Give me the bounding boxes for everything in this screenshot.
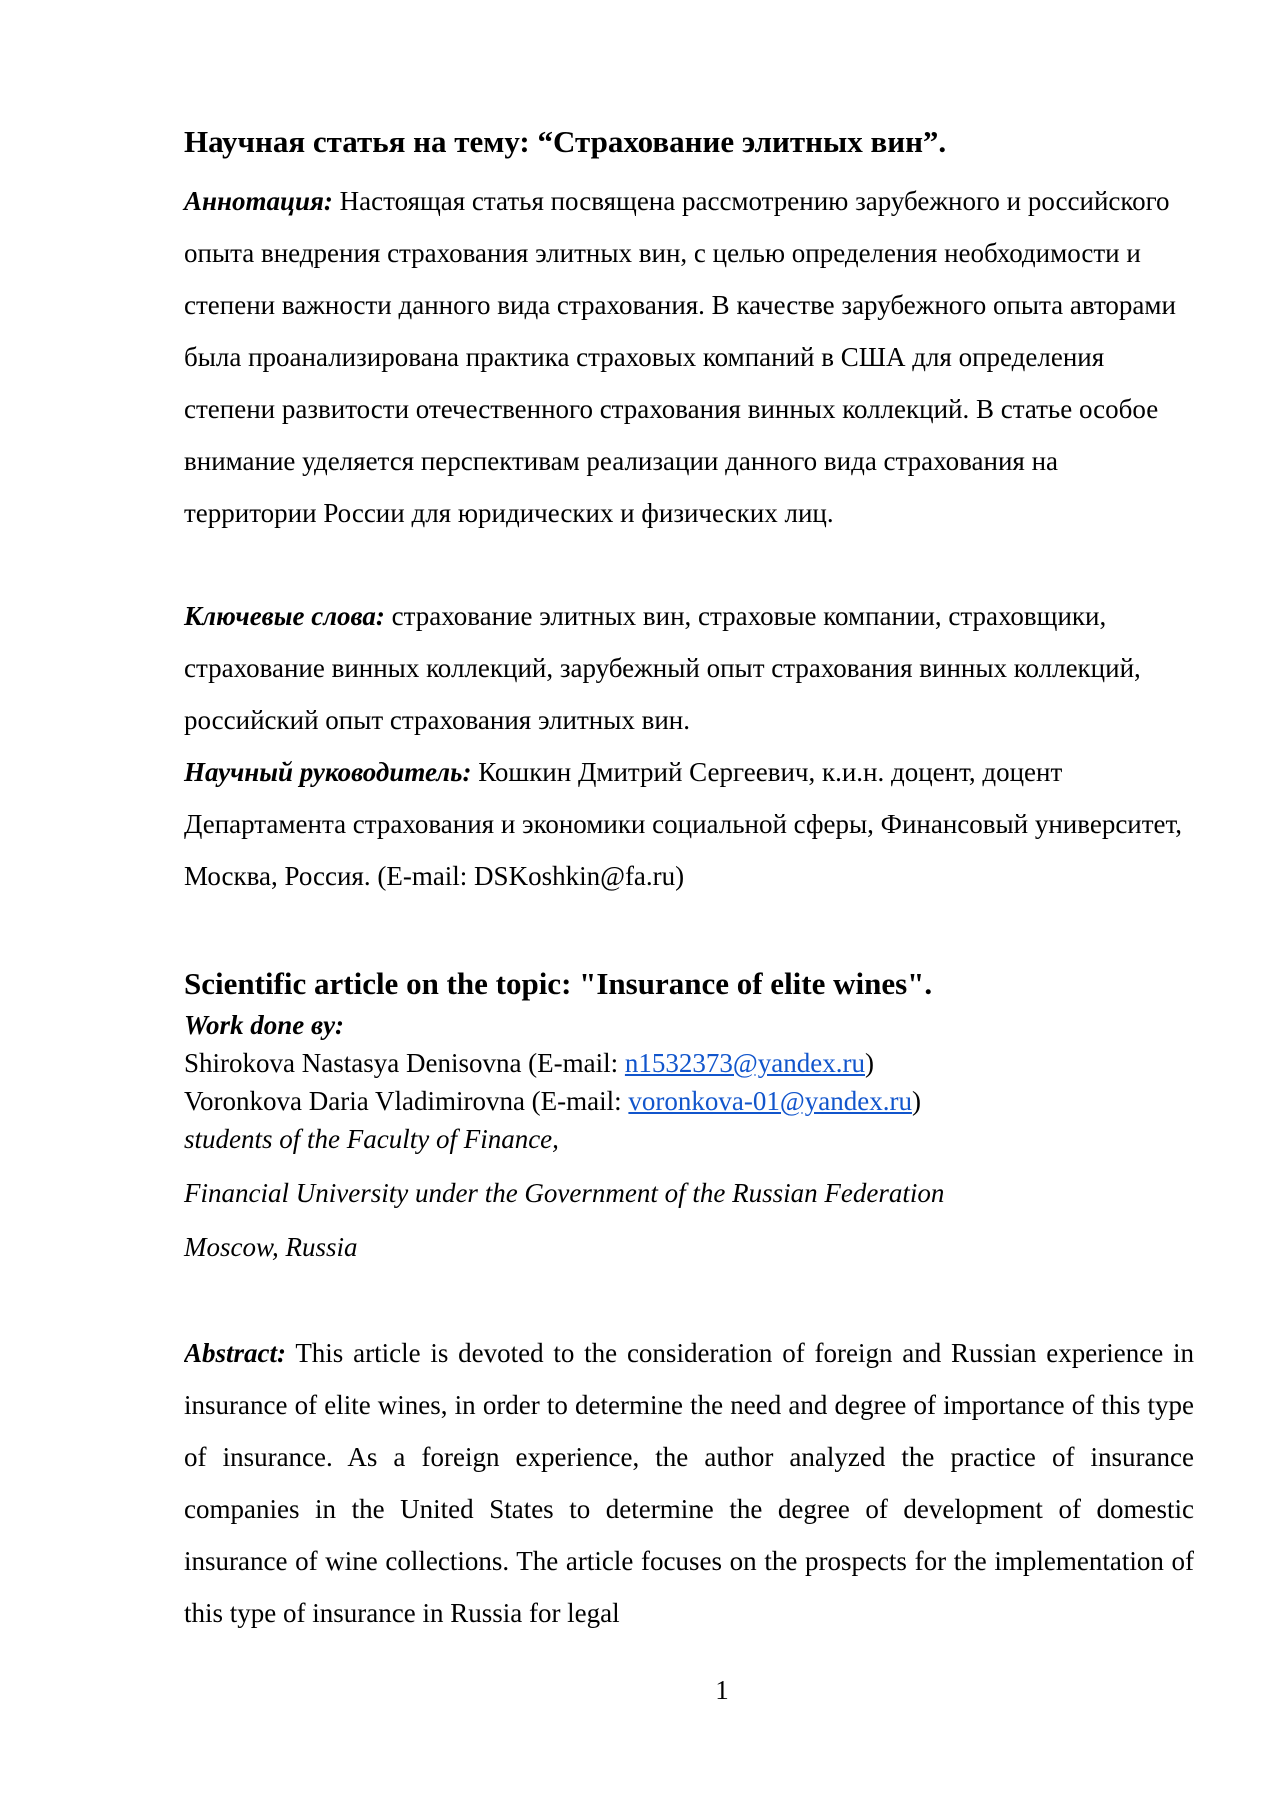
ru-abstract-paragraph [184,175,1194,539]
ru-article-title: Научная статья на тему: “Страхование элитных вин”. [184,124,947,159]
author-2-line [184,1082,1194,1120]
author-2-close: ) [911,1086,921,1116]
affiliation-university: Financial University under the Government of the Russian Federation [184,1178,945,1208]
author-1-line [184,1044,1194,1082]
work-done-label: Work done вy: [184,1010,345,1040]
ru-keywords-label: Ключевые слова: [184,601,385,631]
en-abstract-label: Abstract: [184,1338,287,1368]
author-1-email-link[interactable]: n1532373@yandex.ru [624,1048,865,1078]
author-2-email-link[interactable]: voronkova-01@yandex.ru [628,1086,912,1116]
affiliation-faculty: students of the Faculty of Finance, [184,1124,559,1154]
ru-abstract-text: Настоящая статья посвящена рассмотрению зарубежного и российского опыта внедрения страхования элитных вин, с целью определения необходимости и степени важности данного вида страхования. В качестве зарубежного опыта авторами была проанализирована практика страховых компаний в США для определения степени развитости отечественного страхования винных коллекций. В статье особое внимание уделяется перспективам реализации данного вида страхования на территории России для юридических и физических лиц. [184,186,1176,528]
en-article-title: Scientific article on the topic: "Insurance of elite wines". [184,966,933,1001]
en-abstract-paragraph [184,1327,1194,1639]
affiliation-city: Moscow, Russia [184,1232,358,1262]
author-2-name: Voronkova Daria Vladimirovna (E-mail: [184,1086,629,1116]
ru-abstract-label: Аннотация: [184,186,333,216]
author-1-name: Shirokova Nastasya Denisovna (E-mail: [184,1048,625,1078]
ru-keywords-paragraph [184,590,1194,746]
ru-keywords-text: страхование элитных вин, страховые компании, страховщики, страхование винных коллекций, зарубежный опыт страхования винных коллекций, российский опыт страхования элитных вин. [184,601,1141,735]
page-number: 1 [715,1675,729,1705]
author-1-close: ) [864,1048,874,1078]
ru-supervisor-label: Научный руководитель: [184,757,472,787]
ru-supervisor-text: Кошкин Дмитрий Сергеевич, к.и.н. доцент, доцент Департамента страхования и экономики социальной сферы, Финансовый университет, Москва, Россия. (E-mail: DSKoshkin@fa.ru) [184,757,1183,891]
ru-supervisor-paragraph [184,746,1194,902]
en-abstract-text: This article is devoted to the consideration of foreign and Russian experience in insurance of elite wines, in order to determine the need and degree of importance of this type of insurance. As a foreign experience, the author analyzed the practice of insurance companies in the United States to determine the degree of development of domestic insurance of wine collections. The article focuses on the prospects for the implementation of this type of insurance in Russia for legal [184,1338,1194,1628]
